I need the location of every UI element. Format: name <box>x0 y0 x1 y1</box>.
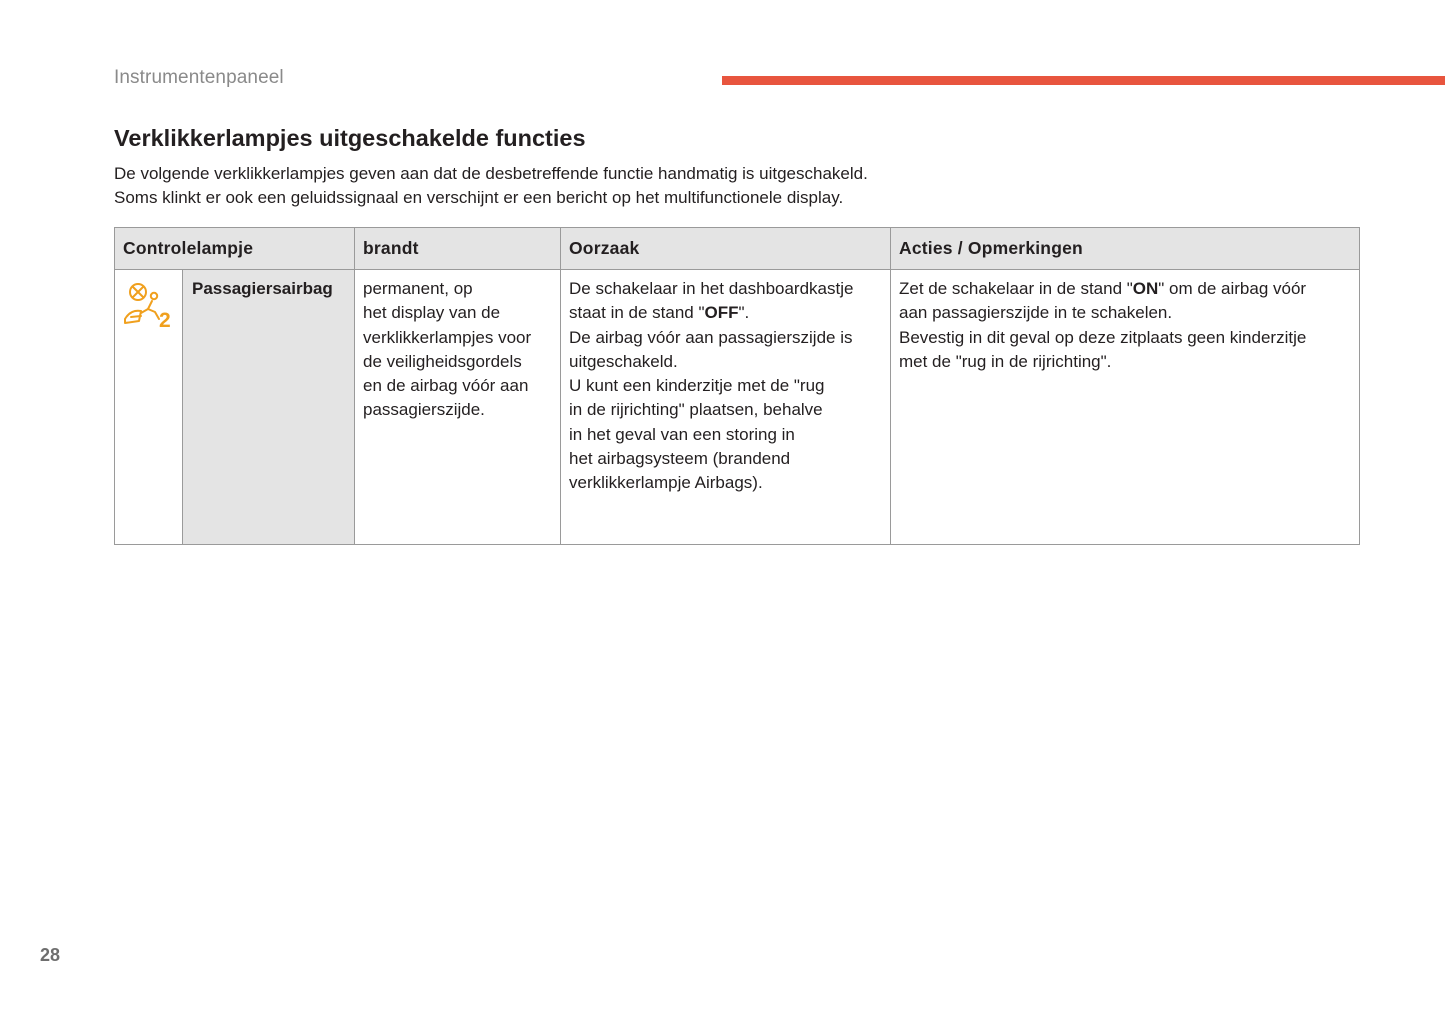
intro-line: Soms klinkt er ook een geluidssignaal en verschijnt er een bericht op het multifunctionele display. <box>114 188 844 207</box>
oorzaak-text: staat in de stand " <box>569 303 705 323</box>
off-keyword: OFF <box>704 303 739 323</box>
oorzaak-line <box>569 301 882 325</box>
on-keyword: ON <box>1132 279 1159 298</box>
oorzaak-text: ". <box>738 303 750 323</box>
acties-line: met de "rug in de rijrichting". <box>899 351 1112 371</box>
oorzaak-line: U kunt een kinderzitje met de "rug <box>569 376 825 396</box>
brandt-line: het display van de <box>363 303 501 323</box>
brandt-line: verklikkerlampjes voor <box>363 327 532 347</box>
acties-text: " om de airbag vóór <box>1158 279 1307 298</box>
column-header-acties: Acties / Opmerkingen <box>891 228 1360 270</box>
oorzaak-line: De airbag vóór aan passagierszijde is <box>569 327 853 347</box>
page-title: Verklikkerlampjes uitgeschakelde functies <box>114 125 586 151</box>
brandt-line: passagierszijde. <box>363 400 485 420</box>
oorzaak-line: het airbagsysteem (brandend <box>569 449 791 469</box>
table-header-row <box>115 228 1360 270</box>
oorzaak-cell <box>561 270 891 545</box>
lamp-name: Passagiersairbag <box>183 270 355 545</box>
oorzaak-line: in het geval van een storing in <box>569 424 795 444</box>
acties-line: aan passagierszijde in te schakelen. <box>899 303 1173 323</box>
table-row <box>115 270 1360 545</box>
acties-text: Zet de schakelaar in de stand " <box>899 279 1133 298</box>
brandt-cell <box>355 270 561 545</box>
svg-text:2: 2 <box>159 309 171 332</box>
oorzaak-line: De schakelaar in het dashboardkastje <box>569 279 854 298</box>
acties-line: Bevestig in dit geval op deze zitplaats geen kinderzitje <box>899 327 1307 347</box>
brandt-line: de veiligheidsgordels <box>363 351 522 371</box>
column-header-controlelampje: Controlelampje <box>115 228 355 270</box>
passenger-airbag-off-icon <box>121 282 177 332</box>
icon-cell <box>115 270 183 545</box>
section-label: Instrumentenpaneel <box>114 67 284 88</box>
intro-text <box>114 162 1354 210</box>
oorzaak-line: verklikkerlampje Airbags). <box>569 473 763 493</box>
warning-lamps-table <box>114 227 1360 545</box>
column-header-oorzaak: Oorzaak <box>561 228 891 270</box>
intro-line: De volgende verklikkerlampjes geven aan dat de desbetreffende functie handmatig is uitgeschakeld. <box>114 164 868 183</box>
acties-line <box>899 277 1351 301</box>
page-number: 28 <box>40 945 61 965</box>
brandt-line: permanent, op <box>363 279 473 298</box>
oorzaak-line: uitgeschakeld. <box>569 351 678 371</box>
brandt-line: en de airbag vóór aan <box>363 376 529 396</box>
oorzaak-line: in de rijrichting" plaatsen, behalve <box>569 400 823 420</box>
header-accent-bar <box>722 76 1445 85</box>
column-header-brandt: brandt <box>355 228 561 270</box>
acties-cell <box>891 270 1360 545</box>
